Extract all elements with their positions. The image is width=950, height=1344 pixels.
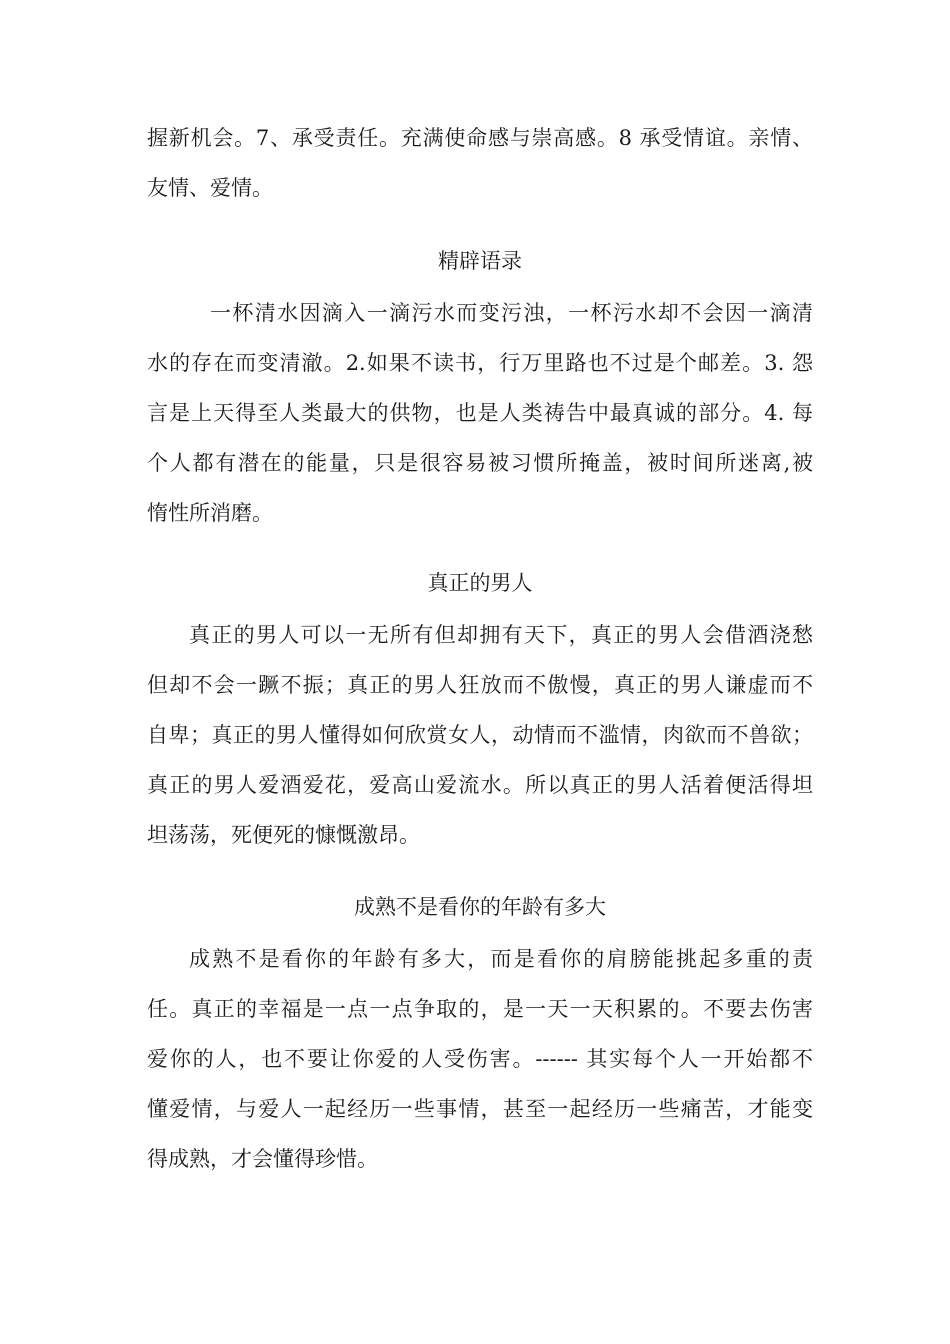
paragraph-line: 懂爱情，与爱人一起经历一些事情，甚至一起经历一些痛苦，才能变 [147,1097,813,1121]
maturity-paragraph [147,934,813,1184]
paragraph-line: 个人都有潜在的能量，只是很容易被习惯所掩盖，被时间所迷离,被 [147,451,813,475]
paragraph-line: 任。真正的幸福是一点一点争取的，是一天一天积累的。不要去伤害 [147,997,813,1021]
quotes-paragraph [147,288,813,538]
paragraph-line: 握新机会。7、承受责任。充满使命感与崇高感。8 承受情谊。亲情、 [147,126,813,150]
intro-paragraph [147,113,813,213]
paragraph-line: 惰性所消磨。 [147,501,273,525]
paragraph-line: 真正的男人可以一无所有但却拥有天下，真正的男人会借酒浇愁 [189,623,813,647]
paragraph-line: 但却不会一蹶不振；真正的男人狂放而不傲慢，真正的男人谦虚而不 [147,673,813,697]
section-heading-quotes: 精辟语录 [438,249,522,273]
paragraph-line: 言是上天得至人类最大的供物，也是人类祷告中最真诚的部分。4. 每 [147,401,813,425]
real-man-paragraph [147,610,813,860]
paragraph-line: 真正的男人爱酒爱花，爱高山爱流水。所以真正的男人活着便活得坦 [147,773,813,797]
paragraph-line: 得成熟，才会懂得珍惜。 [147,1147,378,1171]
paragraph-line: 自卑；真正的男人懂得如何欣赏女人，动情而不滥情，肉欲而不兽欲； [147,723,813,747]
paragraph-line: 坦荡荡，死便死的慷慨激昂。 [147,823,420,847]
section-heading-real-man: 真正的男人 [427,571,533,595]
paragraph-line: 水的存在而变清澈。2.如果不读书，行万里路也不过是个邮差。3. 怨 [147,351,813,375]
section-heading-maturity: 成熟不是看你的年龄有多大 [354,895,606,919]
paragraph-line: 爱你的人，也不要让你爱的人受伤害。------ 其实每个人一开始都不 [147,1047,813,1071]
paragraph-line: 一杯清水因滴入一滴污水而变污浊，一杯污水却不会因一滴清 [210,301,813,325]
paragraph-line: 成熟不是看你的年龄有多大，而是看你的肩膀能挑起多重的责 [189,947,813,971]
paragraph-line: 友情、爱情。 [147,176,273,200]
